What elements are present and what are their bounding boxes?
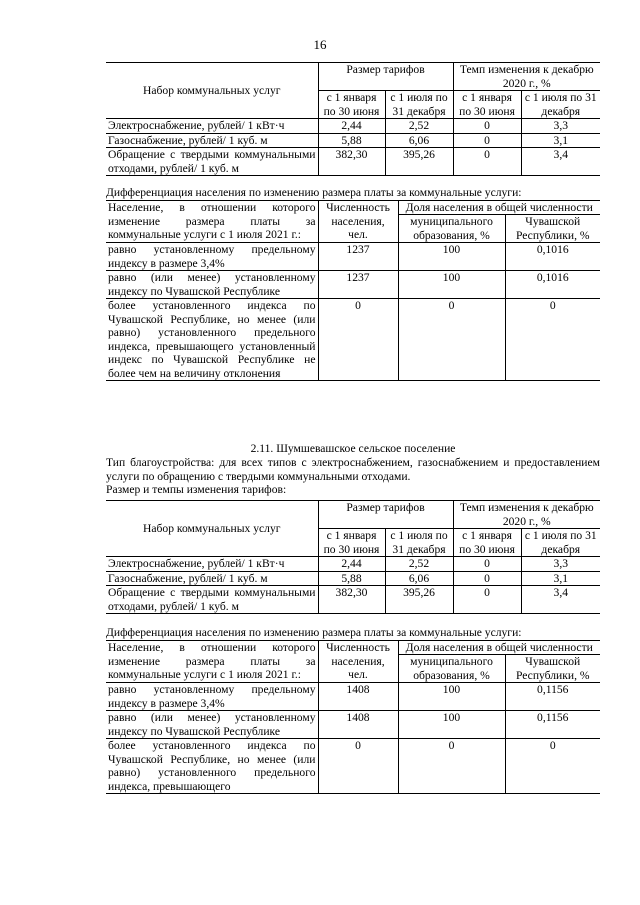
tariff-size-header: Размер тарифов	[318, 63, 453, 91]
tariff-table-1	[106, 62, 600, 176]
municipal-header: муниципального образования, %	[398, 655, 505, 683]
jan-jun-header: с 1 января по 30 июня	[318, 91, 385, 119]
diff-title: Дифференциация населения по изменению размера платы за коммунальные услуги:	[106, 626, 600, 641]
table-row: Обращение с твердыми коммунальными отходами, рублей/ 1 куб. м 382,30 395,26 0 3,4	[106, 148, 600, 176]
table-row: равно установленному предельному индексу в размере 3,4% 1408 100 0,1156	[106, 683, 600, 711]
table-row: Электроснабжение, рублей/ 1 кВт·ч 2,44 2,52 0 3,3	[106, 557, 600, 572]
page-number: 16	[313, 37, 327, 52]
services-header: Набор коммунальных услуг	[106, 501, 318, 557]
rate-jan-jun-header: с 1 января по 30 июня	[453, 91, 521, 119]
table-row: Газоснабжение, рублей/ 1 куб. м 5,88 6,06 0 3,1	[106, 133, 600, 148]
population-header: Население, в отношении которого изменение размера платы за коммунальные услуги с 1 июля 2021 г.:	[106, 201, 318, 243]
table-row: равно (или менее) установленному индексу по Чувашской Республике 1237 100 0,1016	[106, 271, 600, 299]
diff-section-1	[106, 186, 600, 381]
rate-jul-dec-header: с 1 июля по 31 декабря	[521, 529, 600, 557]
table-row: более установленного индекса по Чувашской Республике, но менее (или равно) установленного предельного индекса, превышающего 0 0 0	[106, 739, 600, 794]
municipal-header: муниципального образования, %	[398, 215, 505, 243]
diff-section-2	[106, 626, 600, 794]
services-header: Набор коммунальных услуг	[106, 63, 318, 119]
count-header: Численность населения, чел.	[318, 641, 398, 683]
rate-jul-dec-header: с 1 июля по 31 декабря	[521, 91, 600, 119]
share-header: Доля населения в общей численности	[398, 201, 600, 215]
table-row: равно (или менее) установленному индексу по Чувашской Республике 1408 100 0,1156	[106, 711, 600, 739]
tariff-table-2	[106, 500, 600, 614]
section-title: 2.11. Шумшевашское сельское поселение	[250, 442, 456, 455]
republic-header: Чувашской Республики, %	[505, 655, 600, 683]
change-rate-header: Темп изменения к декабрю 2020 г., %	[453, 501, 600, 529]
tariffs-title: Размер и темпы изменения тарифов:	[106, 483, 287, 496]
jul-dec-header: с 1 июля по 31 декабря	[385, 91, 453, 119]
table-row: Электроснабжение, рублей/ 1 кВт·ч 2,44 2,52 0 3,3	[106, 119, 600, 134]
table-row: равно установленному предельному индексу в размере 3,4% 1237 100 0,1016	[106, 243, 600, 271]
population-header: Население, в отношении которого изменение размера платы за коммунальные услуги с 1 июля 2021 г.:	[106, 641, 318, 683]
share-header: Доля населения в общей численности	[398, 641, 600, 655]
rate-jan-jun-header: с 1 января по 30 июня	[453, 529, 521, 557]
section-2-intro	[106, 442, 600, 497]
republic-header: Чувашской Республики, %	[505, 215, 600, 243]
change-rate-header: Темп изменения к декабрю 2020 г., %	[453, 63, 600, 91]
tariff-size-header: Размер тарифов	[318, 501, 453, 529]
table-row: более установленного индекса по Чувашской Республике, но менее (или равно) установленного предельного индекса, превышающего установленный индекс по Чувашской Республике не более чем на величину отклонения 0 0 0	[106, 299, 600, 381]
improvement-type: Тип благоустройства: для всех типов с электроснабжением, газоснабжением и предоставлением услуги по обращению с твердыми коммунальными отходами.	[106, 456, 600, 483]
diff-title: Дифференциация населения по изменению размера платы за коммунальные услуги:	[106, 186, 600, 201]
jan-jun-header: с 1 января по 30 июня	[318, 529, 385, 557]
jul-dec-header: с 1 июля по 31 декабря	[385, 529, 453, 557]
table-row: Газоснабжение, рублей/ 1 куб. м 5,88 6,06 0 3,1	[106, 571, 600, 586]
table-row: Обращение с твердыми коммунальными отходами, рублей/ 1 куб. м 382,30 395,26 0 3,4	[106, 586, 600, 614]
count-header: Численность населения, чел.	[318, 201, 398, 243]
